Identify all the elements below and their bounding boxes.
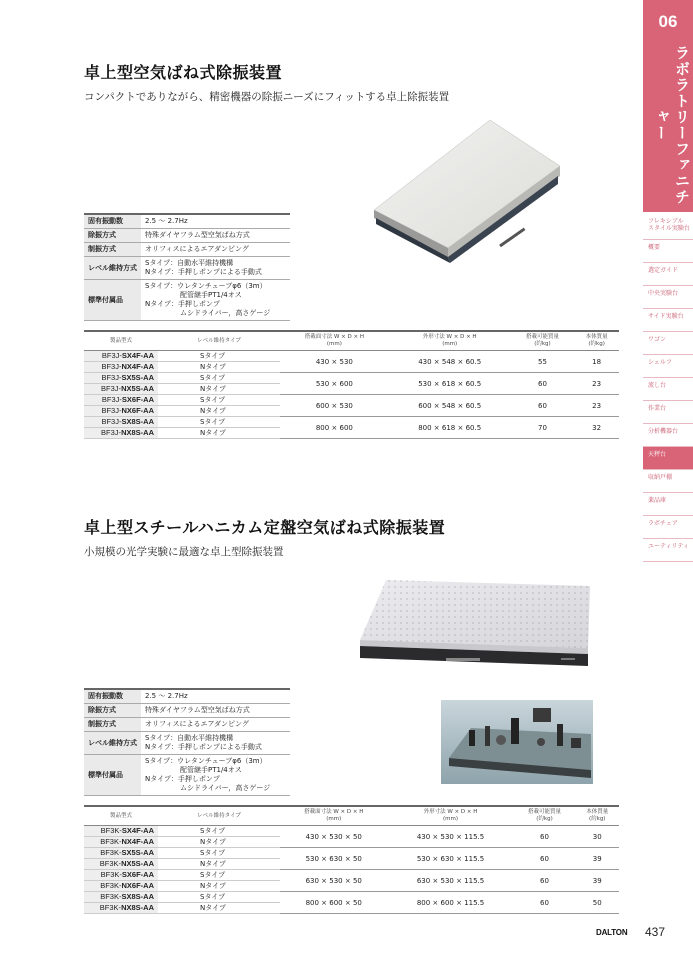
header-outer-size-unit: (mm) <box>442 341 458 347</box>
model-prefix: BF3K- <box>99 903 122 912</box>
sidebar-item-5[interactable]: ワゴン <box>643 332 693 355</box>
spec-value <box>141 257 290 280</box>
level-type: Nタイプ <box>158 384 280 395</box>
header-load-unit: (約kg) <box>536 816 553 822</box>
spec-key: レベル維持方式 <box>84 257 141 280</box>
cell-outer: 430 × 530 × 115.5 <box>387 826 513 848</box>
model-prefix: BF3J- <box>101 384 122 393</box>
model-suffix: NX5S-AA <box>121 384 154 393</box>
spec-value-line: 配管継手PT1/4オス <box>145 766 242 774</box>
chapter-title: ラボラトリーファニチャー <box>652 45 691 205</box>
model-suffix: NX8S-AA <box>121 428 154 437</box>
model-code <box>84 351 158 362</box>
model-code <box>84 892 158 903</box>
chapter-menu <box>643 216 693 562</box>
table-row <box>84 373 619 384</box>
model-prefix: BF3J- <box>101 395 122 404</box>
spec-value-line: オリフィスによるエアダンピング <box>145 720 249 728</box>
level-type: Sタイプ <box>158 395 280 406</box>
spec-key: 標準付属品 <box>84 755 141 796</box>
cell-load: 60 <box>514 826 576 848</box>
dalton-logo: DALTON <box>596 928 628 937</box>
chapter-sidebar <box>643 0 693 960</box>
model-code <box>84 373 158 384</box>
spec-row <box>84 214 290 229</box>
model-code <box>84 848 158 859</box>
header-level-type-label: レベル維持タイプ <box>197 812 241 819</box>
cell-outer: 430 × 548 × 60.5 <box>389 351 511 373</box>
spec-value-line: Sタイプ：ウレタンチューブφ6（3m） <box>145 757 267 765</box>
model-code <box>84 881 158 892</box>
spec-row <box>84 243 290 257</box>
model-prefix: BF3K- <box>100 870 122 879</box>
spec-value-line: 2.5 ～ 2.7Hz <box>145 692 188 700</box>
spec-key: 標準付属品 <box>84 280 141 321</box>
sidebar-item-13[interactable]: ラボチェア <box>643 516 693 539</box>
level-type: Sタイプ <box>158 892 280 903</box>
cell-inner: 630 × 530 × 50 <box>280 870 387 892</box>
section1-model-table <box>84 330 619 439</box>
cell-weight: 23 <box>574 395 619 417</box>
level-type: Nタイプ <box>158 428 280 439</box>
sidebar-item-6[interactable]: シェルフ <box>643 355 693 378</box>
spec-row <box>84 732 290 755</box>
spec-value <box>141 243 290 257</box>
cell-inner: 430 × 530 <box>280 351 389 373</box>
sidebar-item-12[interactable]: 薬品庫 <box>643 493 693 516</box>
header-load <box>514 806 576 826</box>
spec-value-line: ムシドライバー，高さゲージ <box>145 309 271 317</box>
spec-row <box>84 755 290 796</box>
model-code <box>84 362 158 373</box>
model-header-row <box>84 806 619 826</box>
cell-outer: 530 × 630 × 115.5 <box>387 848 513 870</box>
model-code <box>84 406 158 417</box>
cell-outer: 630 × 530 × 115.5 <box>387 870 513 892</box>
level-type: Sタイプ <box>158 373 280 384</box>
spec-value-line: Sタイプ：自動水平維持機構 <box>145 259 234 267</box>
table-row <box>84 848 619 859</box>
header-inner-size-label: 搭載面寸法 W × D × H <box>304 809 364 815</box>
spec-value-line: 特殊ダイヤフラム型空気ばね方式 <box>145 231 250 239</box>
header-weight-unit: (約kg) <box>588 816 606 822</box>
level-type: Sタイプ <box>158 870 280 881</box>
spec-key: 制振方式 <box>84 718 141 732</box>
model-suffix: NX6F-AA <box>121 881 154 890</box>
spec-value <box>141 280 290 321</box>
table-row <box>84 870 619 881</box>
model-suffix: SX6F-AA <box>121 870 154 879</box>
model-prefix: BF3K- <box>100 892 122 901</box>
model-code <box>84 837 158 848</box>
model-prefix: BF3J- <box>101 428 122 437</box>
spec-key: 固有振動数 <box>84 214 141 229</box>
section1-subtitle: コンパクトでありながら、精密機器の除振ニーズにフィットする卓上除振装置 <box>84 91 450 103</box>
header-load <box>511 331 575 351</box>
header-level-type <box>158 806 280 826</box>
model-prefix: BF3J- <box>101 406 122 415</box>
cell-weight: 23 <box>574 373 619 395</box>
spec-value <box>141 732 290 755</box>
cell-inner: 530 × 600 <box>280 373 389 395</box>
sidebar-item-0[interactable]: フレキシブル スタイル実験台 <box>643 216 693 240</box>
header-load-label: 搭載可能質量 <box>525 334 559 340</box>
cell-outer: 530 × 618 × 60.5 <box>389 373 511 395</box>
spec-value-line: Sタイプ：自動水平維持機構 <box>145 734 234 742</box>
sidebar-item-9[interactable]: 分析機器台 <box>643 424 693 447</box>
chapter-tab[interactable] <box>643 0 693 212</box>
cell-load: 55 <box>511 351 575 373</box>
sidebar-item-1[interactable]: 概要 <box>643 240 693 263</box>
sidebar-item-2[interactable]: 選定ガイド <box>643 263 693 286</box>
model-suffix: NX4F-AA <box>121 837 154 846</box>
spec-value-line: Nタイプ：手押しポンプ <box>145 775 220 783</box>
spec-value <box>141 704 290 718</box>
model-suffix: SX6F-AA <box>121 395 154 404</box>
table-row <box>84 892 619 903</box>
spec-row <box>84 689 290 704</box>
spec-value-line: 特殊ダイヤフラム型空気ばね方式 <box>145 706 250 714</box>
model-suffix: SX8S-AA <box>121 892 154 901</box>
model-code <box>84 859 158 870</box>
header-outer-size <box>389 331 511 351</box>
cell-load: 60 <box>511 395 575 417</box>
header-outer-size <box>387 806 513 826</box>
cell-load: 60 <box>514 848 576 870</box>
cell-load: 60 <box>514 892 576 914</box>
spec-key: 固有振動数 <box>84 689 141 704</box>
level-type: Sタイプ <box>158 417 280 428</box>
cell-inner: 800 × 600 <box>280 417 389 439</box>
spec-value-line: Sタイプ：ウレタンチューブφ6（3m） <box>145 282 267 290</box>
cell-outer: 800 × 618 × 60.5 <box>389 417 511 439</box>
spec-row <box>84 718 290 732</box>
section2-subtitle: 小規模の光学実験に最適な卓上型除振装置 <box>84 546 284 558</box>
section2-title: 卓上型スチールハニカム定盤空気ばね式除振装置 <box>84 518 446 537</box>
sidebar-item-3[interactable]: 中央実験台 <box>643 286 693 309</box>
model-prefix: BF3J- <box>101 417 122 426</box>
page-number: 437 <box>645 925 666 939</box>
section1-title: 卓上型空気ばね式除振装置 <box>84 63 283 82</box>
header-load-unit: (約kg) <box>534 341 551 347</box>
spec-row <box>84 229 290 243</box>
sidebar-item-4[interactable]: サイド実験台 <box>643 309 693 332</box>
cell-inner: 530 × 630 × 50 <box>280 848 387 870</box>
header-inner-size-label: 搭載面寸法 W × D × H <box>304 334 364 340</box>
model-prefix: BF3K- <box>99 859 122 868</box>
level-type: Nタイプ <box>158 881 280 892</box>
cell-weight: 39 <box>575 870 619 892</box>
cell-load: 60 <box>514 870 576 892</box>
spec-value-line: 2.5 ～ 2.7Hz <box>145 217 188 225</box>
section2-application-photo <box>441 700 593 784</box>
header-outer-size-unit: (mm) <box>443 816 459 822</box>
header-inner-size-unit: (mm) <box>326 816 342 822</box>
sidebar-item-8[interactable]: 作業台 <box>643 401 693 424</box>
header-load-label: 搭載可能質量 <box>528 809 562 815</box>
section1-spec-table <box>84 213 290 321</box>
sidebar-item-10[interactable]: 天秤台 <box>643 447 693 470</box>
spec-row <box>84 704 290 718</box>
cell-outer: 800 × 600 × 115.5 <box>387 892 513 914</box>
cell-weight: 39 <box>575 848 619 870</box>
model-code <box>84 826 158 837</box>
model-suffix: SX8S-AA <box>121 417 154 426</box>
header-outer-size-label: 外形寸法 W × D × H <box>423 809 478 815</box>
model-prefix: BF3J- <box>101 351 122 360</box>
spec-value <box>141 689 290 704</box>
model-suffix: SX5S-AA <box>121 373 154 382</box>
model-header-row <box>84 331 619 351</box>
header-weight-unit: (約kg) <box>588 341 605 347</box>
header-level-type <box>158 331 280 351</box>
model-code <box>84 417 158 428</box>
chapter-number: 06 <box>658 12 678 31</box>
header-outer-size-label: 外形寸法 W × D × H <box>422 334 477 340</box>
spec-value-line: 配管継手PT1/4オス <box>145 291 242 299</box>
model-code <box>84 903 158 914</box>
model-suffix: SX5S-AA <box>121 848 154 857</box>
model-prefix: BF3J- <box>101 362 122 371</box>
model-suffix: NX6F-AA <box>121 406 154 415</box>
model-suffix: SX4F-AA <box>121 826 154 835</box>
level-type: Sタイプ <box>158 826 280 837</box>
spec-value-line: オリフィスによるエアダンピング <box>145 245 249 253</box>
level-type: Nタイプ <box>158 859 280 870</box>
header-weight-label: 本体質量 <box>585 334 608 340</box>
section1-product-photo <box>372 118 562 263</box>
level-type: Sタイプ <box>158 848 280 859</box>
spec-row <box>84 280 290 321</box>
model-code <box>84 870 158 881</box>
level-type: Nタイプ <box>158 903 280 914</box>
table-row <box>84 826 619 837</box>
spec-value <box>141 229 290 243</box>
model-prefix: BF3K- <box>100 826 122 835</box>
spec-value-line: Nタイプ：手押しポンプによる手動式 <box>145 743 262 751</box>
sidebar-item-11[interactable]: 収納戸棚 <box>643 470 693 493</box>
cell-outer: 600 × 548 × 60.5 <box>389 395 511 417</box>
table-row <box>84 351 619 362</box>
spec-key: 制振方式 <box>84 243 141 257</box>
model-suffix: NX4F-AA <box>121 362 154 371</box>
cell-weight: 30 <box>575 826 619 848</box>
header-model-label: 製品型式 <box>109 337 132 344</box>
model-prefix: BF3J- <box>101 373 122 382</box>
model-code <box>84 428 158 439</box>
model-suffix: NX8S-AA <box>121 903 154 912</box>
spec-key: 除振方式 <box>84 704 141 718</box>
header-inner-size <box>280 806 387 826</box>
header-model <box>84 331 158 351</box>
sidebar-item-14[interactable]: ユーティリティ <box>643 539 693 562</box>
level-type: Nタイプ <box>158 837 280 848</box>
model-suffix: NX5S-AA <box>121 859 154 868</box>
spec-value-line: Nタイプ：手押しポンプ <box>145 300 220 308</box>
header-weight-label: 本体質量 <box>586 809 609 815</box>
cell-inner: 600 × 530 <box>280 395 389 417</box>
header-model <box>84 806 158 826</box>
header-weight <box>574 331 619 351</box>
model-code <box>84 384 158 395</box>
spec-value <box>141 755 290 796</box>
cell-weight: 50 <box>575 892 619 914</box>
model-code <box>84 395 158 406</box>
cell-load: 60 <box>511 373 575 395</box>
spec-value-line: ムシドライバー，高さゲージ <box>145 784 271 792</box>
cell-inner: 800 × 600 × 50 <box>280 892 387 914</box>
level-type: Nタイプ <box>158 362 280 373</box>
header-model-label: 製品型式 <box>109 812 132 819</box>
table-row <box>84 417 619 428</box>
level-type: Nタイプ <box>158 406 280 417</box>
cell-weight: 32 <box>574 417 619 439</box>
model-suffix: SX4F-AA <box>121 351 154 360</box>
spec-value-line: Nタイプ：手押しポンプによる手動式 <box>145 268 262 276</box>
cell-weight: 18 <box>574 351 619 373</box>
spec-value <box>141 214 290 229</box>
spec-row <box>84 257 290 280</box>
table-row <box>84 395 619 406</box>
section2-product-photo <box>356 578 594 670</box>
model-prefix: BF3K- <box>100 848 122 857</box>
model-prefix: BF3K- <box>100 881 122 890</box>
sidebar-item-7[interactable]: 流し台 <box>643 378 693 401</box>
header-inner-size-unit: (mm) <box>326 341 342 347</box>
section2-spec-table <box>84 688 290 796</box>
model-prefix: BF3K- <box>100 837 122 846</box>
cell-inner: 430 × 530 × 50 <box>280 826 387 848</box>
section2-model-table <box>84 805 619 914</box>
spec-key: 除振方式 <box>84 229 141 243</box>
header-weight <box>575 806 619 826</box>
level-type: Sタイプ <box>158 351 280 362</box>
spec-key: レベル維持方式 <box>84 732 141 755</box>
cell-load: 70 <box>511 417 575 439</box>
spec-value <box>141 718 290 732</box>
header-level-type-label: レベル維持タイプ <box>197 337 241 344</box>
header-inner-size <box>280 331 389 351</box>
